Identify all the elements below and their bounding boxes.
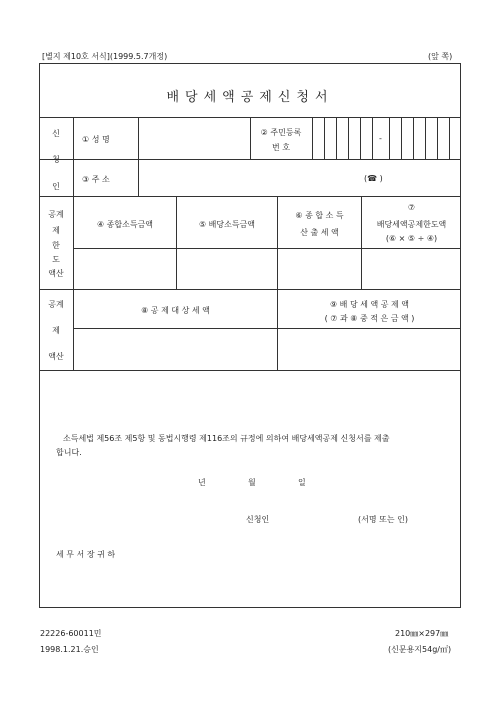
section-limit-char: 제 [52,226,60,235]
calculated-tax-field[interactable] [278,249,360,288]
applicant-sign-label: 신청인 [246,515,270,524]
col-deduction-limit-header-line3: (⑥ × ⑤ ÷ ④) [385,234,438,243]
section-limit-char: 공계 [48,210,64,219]
address-field[interactable] [139,160,359,195]
date-day-label: 일 [298,478,306,487]
form-code: 22226-60011민 [40,629,102,638]
paper-type: (신문용지54g/㎡) [388,645,452,654]
address-label: ③ 주 소 [82,175,110,184]
dividend-income-field[interactable] [177,249,276,288]
rrn-label-line2: 번 호 [272,143,290,152]
section-applicant-char: 청 [52,155,60,164]
name-label: ① 성 명 [82,135,110,144]
rrn-field[interactable] [313,118,460,158]
section-limit-char: 한 [52,241,60,250]
col-target-tax-header: ⑧ 공 제 대 상 세 액 [141,306,210,315]
total-income-field[interactable] [74,249,175,288]
section-deduction-char: 공계 [48,300,64,309]
form-number: [별지 제10호 서식](1999.5.7개정) [42,52,168,61]
section-limit-char: 액산 [48,269,64,278]
deduction-limit-field[interactable] [362,249,460,288]
form-title: 배당세액공제신청서 [166,90,334,105]
date-year-label: 년 [198,478,206,487]
statement-line2: 합니다. [56,448,82,457]
section-applicant-char: 인 [52,182,60,191]
rrn-label-line1: ② 주민등록 [260,128,302,137]
line-address-bottom [39,196,461,197]
section-deduction-char: 액산 [48,352,64,361]
col-dividend-income-header: ⑤ 배당소득금액 [198,220,256,229]
col-deduction-limit-header-line1: ⑦ [407,203,416,212]
col-calculated-tax-header-line2: 산 출 세 액 [300,228,339,237]
target-tax-field[interactable] [74,329,276,369]
col-deduction-amount-header-line2: ( ⑦ 과 ⑧ 중 적 은 금 액 ) [324,314,415,323]
rrn-dash: - [379,134,382,143]
col-total-income-header: ④ 종합소득금액 [96,220,154,229]
sign-instruction: (서명 또는 인) [358,515,408,524]
section-deduction-char: 제 [52,326,60,335]
col-deduction-amount-header-line1: ⑨ 배 당 세 액 공 제 액 [329,300,410,309]
paper-size: 210㎜×297㎜ [395,629,449,638]
date-month-label: 월 [248,478,256,487]
statement-line1: 소득세법 제56조 제5항 및 동법시행령 제116조의 규정에 의하여 배당세액공제 신청서를 제출 [63,434,390,443]
col-calculated-tax-header-line1: ⑥ 종 합 소 득 [295,211,344,220]
deduction-amount-field[interactable] [278,329,460,369]
phone-label: (☎ ) [364,174,383,183]
line-deduction-bottom [39,370,461,371]
recipient-label: 세 무 서 장 귀 하 [56,550,116,559]
col-deduction-limit-header-line2: 배당세액공제한도액 [376,220,447,229]
line-limit-bottom [39,289,461,290]
section-applicant-char: 신 [52,129,60,138]
approval-date: 1998.1.21.승인 [40,645,99,654]
section-limit-char: 도 [52,255,60,264]
name-field[interactable] [139,118,249,158]
page-side-label: (앞 쪽) [428,52,453,61]
